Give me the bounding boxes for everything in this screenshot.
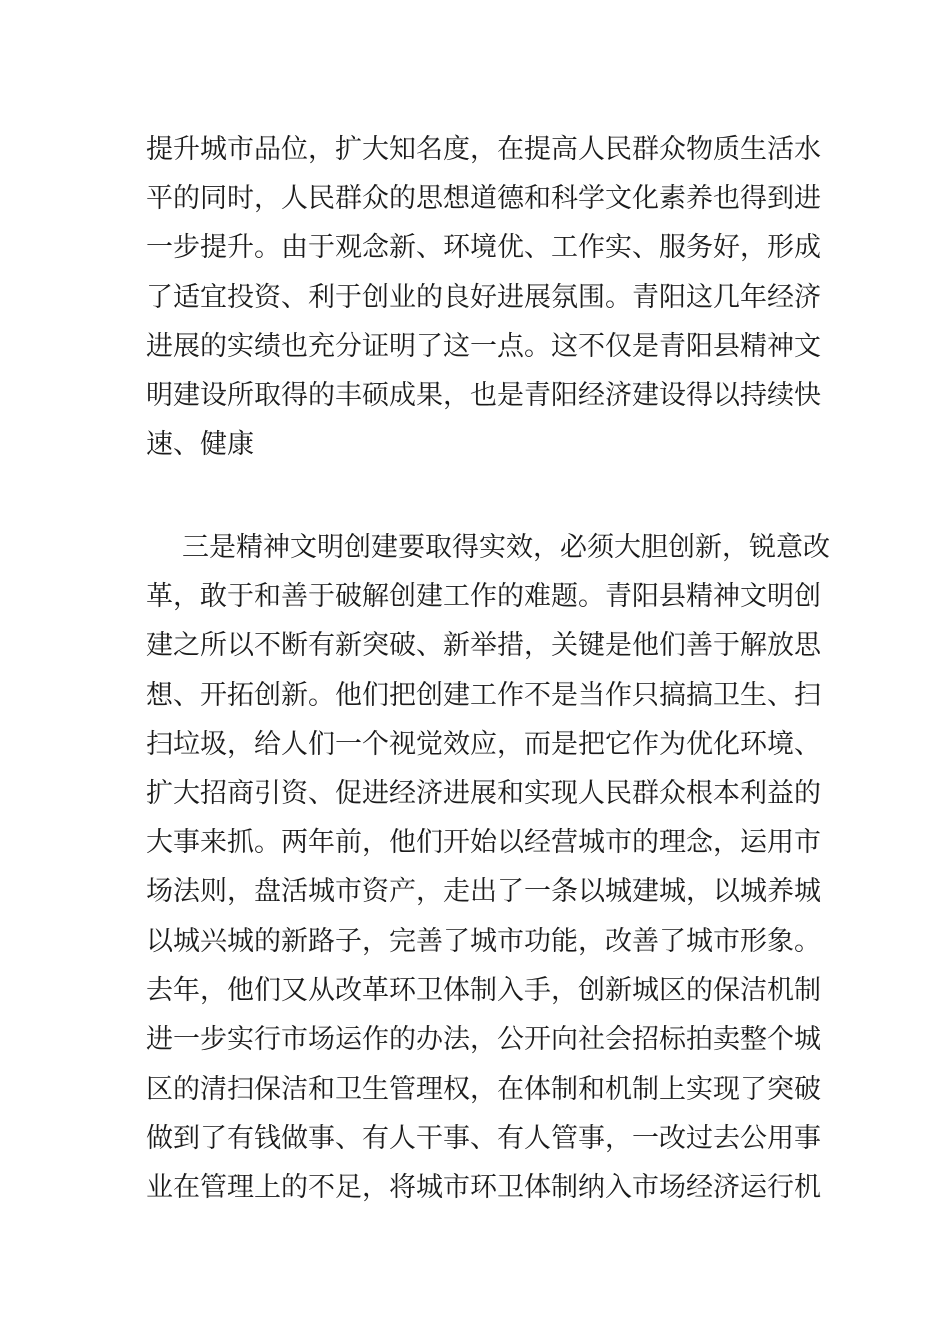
text-line: 平的同时，人民群众的思想道德和科学文化素养也得到进: [146, 183, 821, 214]
text-line: 业在管理上的不足，将城市环卫体制纳入市场经济运行机: [146, 1172, 821, 1203]
text-line: 大事来抓。两年前，他们开始以经营城市的理念，运用市: [146, 827, 821, 858]
text-line: 了适宜投资、利于创业的良好进展氛围。青阳这几年经济: [146, 282, 821, 313]
text-line: 去年，他们又从改革环卫体制入手，创新城区的保洁机制: [146, 975, 821, 1006]
text-line: 以城兴城的新路子，完善了城市功能，改善了城市形象。: [146, 926, 821, 957]
text-line: 一步提升。由于观念新、环境优、工作实、服务好，形成: [146, 232, 821, 263]
text-line: 提升城市品位，扩大知名度，在提高人民群众物质生活水: [146, 134, 821, 165]
text-line: 想、开拓创新。他们把创建工作不是当作只搞搞卫生、扫: [146, 680, 821, 711]
text-line: 革，敢于和善于破解创建工作的难题。青阳县精神文明创: [146, 581, 821, 612]
text-line: 区的清扫保洁和卫生管理权，在体制和机制上实现了突破: [146, 1074, 821, 1105]
text-line: 做到了有钱做事、有人干事、有人管事，一改过去公用事: [146, 1123, 821, 1154]
text-line: 速、健康: [146, 429, 254, 460]
text-line: 三是精神文明创建要取得实效，必须大胆创新，锐意改: [182, 532, 830, 563]
text-line: 扫垃圾，给人们一个视觉效应，而是把它作为优化环境、: [146, 729, 821, 760]
text-line: 进一步实行市场运作的办法，公开向社会招标拍卖整个城: [146, 1024, 821, 1055]
text-line: 明建设所取得的丰硕成果，也是青阳经济建设得以持续快: [146, 380, 821, 411]
text-line: 场法则，盘活城市资产，走出了一条以城建城，以城养城: [146, 876, 821, 907]
text-line: 建之所以不断有新突破、新举措，关键是他们善于解放思: [146, 630, 821, 661]
text-line: 进展的实绩也充分证明了这一点。这不仅是青阳县精神文: [146, 331, 821, 362]
text-line: 扩大招商引资、促进经济进展和实现人民群众根本利益的: [146, 778, 821, 809]
